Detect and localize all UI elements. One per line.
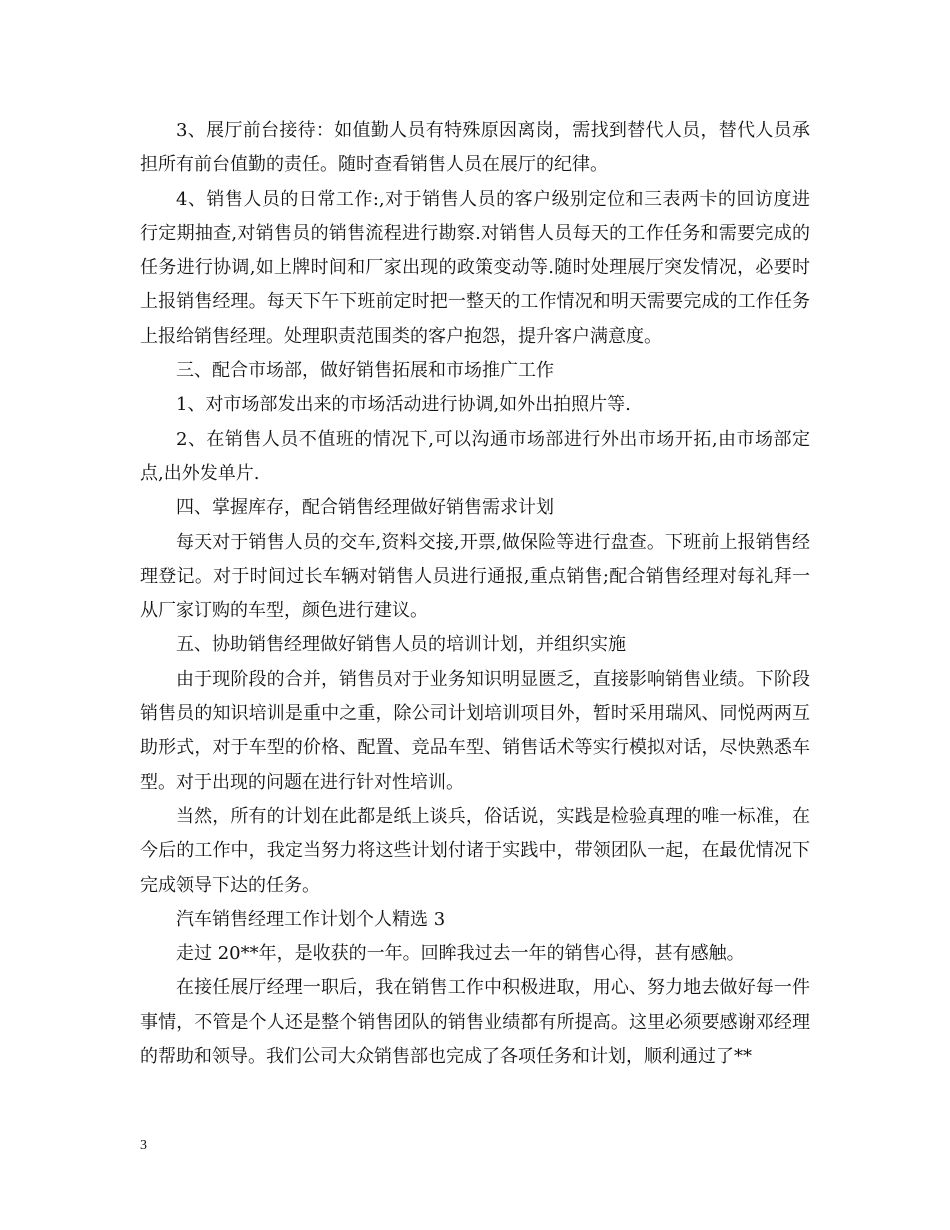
paragraph-inventory: 每天对于销售人员的交车,资料交接,开票,做保险等进行盘查。下班前上报销售经理登记。对于时间过长车辆对销售人员进行通报,重点销售;配合销售经理对每礼拜一从厂家订购的车型，颜色进行建议。: [140, 531, 810, 622]
heading-inventory: 四、掌握库存，配合销售经理做好销售需求计划: [176, 497, 554, 519]
section-title-3: 汽车销售经理工作计划个人精选 3: [176, 908, 446, 930]
paragraph-conclusion: 当然，所有的计划在此都是纸上谈兵，俗话说，实践是检验真理的唯一标准，在今后的工作中，我定当努力将这些计划付诸于实践中，带领团队一起，在最优情况下完成领导下达的任务。: [140, 805, 810, 896]
document-body: [140, 114, 810, 1074]
paragraph-training: 由于现阶段的合并，销售员对于业务知识明显匮乏，直接影响销售业绩。下阶段销售员的知识培训是重中之重，除公司计划培训项目外，暂时采用瑞风、同悦两两互助形式，对于车型的价格、配置、竞品车型、销售话术等实行模拟对话，尽快熟悉车型。对于出现的问题在进行针对性培训。: [140, 668, 810, 793]
paragraph-marketing-1: 1、对市场部发出来的市场活动进行协调,如外出拍照片等.: [176, 394, 631, 416]
paragraph-daily-work: 4、销售人员的日常工作:,对于销售人员的客户级别定位和三表两卡的回访度进行定期抽查,对销售员的销售流程进行勘察.对销售人员每天的工作任务和需要完成的任务进行协调,如上牌时间和厂家出现的政策变动等.随时处理展厅突发情况，必要时上报销售经理。每天下午下班前定时把一整天的工作情况和明天需要完成的工作任务上报给销售经理。处理职责范围类的客户抱怨，提升客户满意度。: [140, 188, 810, 347]
paragraph-year-review: 走过 20**年，是收获的一年。回眸我过去一年的销售心得，甚有感触。: [176, 943, 745, 965]
heading-training: 五、协助销售经理做好销售人员的培训计划，并组织实施: [176, 634, 626, 656]
heading-marketing: 三、配合市场部，做好销售拓展和市场推广工作: [176, 360, 554, 382]
paragraph-marketing-2: 2、在销售人员不值班的情况下,可以沟通市场部进行外出市场开拓,由市场部定点,出外发单片.: [140, 428, 810, 484]
paragraph-front-desk: 3、展厅前台接待：如值勤人员有特殊原因离岗，需找到替代人员，替代人员承担所有前台值勤的责任。随时查看销售人员在展厅的纪律。: [140, 120, 810, 176]
paragraph-showroom-manager: 在接任展厅经理一职后，我在销售工作中积极进取，用心、努力地去做好每一件事情，不管是个人还是整个销售团队的销售业绩都有所提高。这里必须要感谢邓经理的帮助和领导。我们公司大众销售部也完成了各项任务和计划，顺利通过了**: [140, 977, 810, 1068]
page-number: 3: [140, 1138, 147, 1153]
